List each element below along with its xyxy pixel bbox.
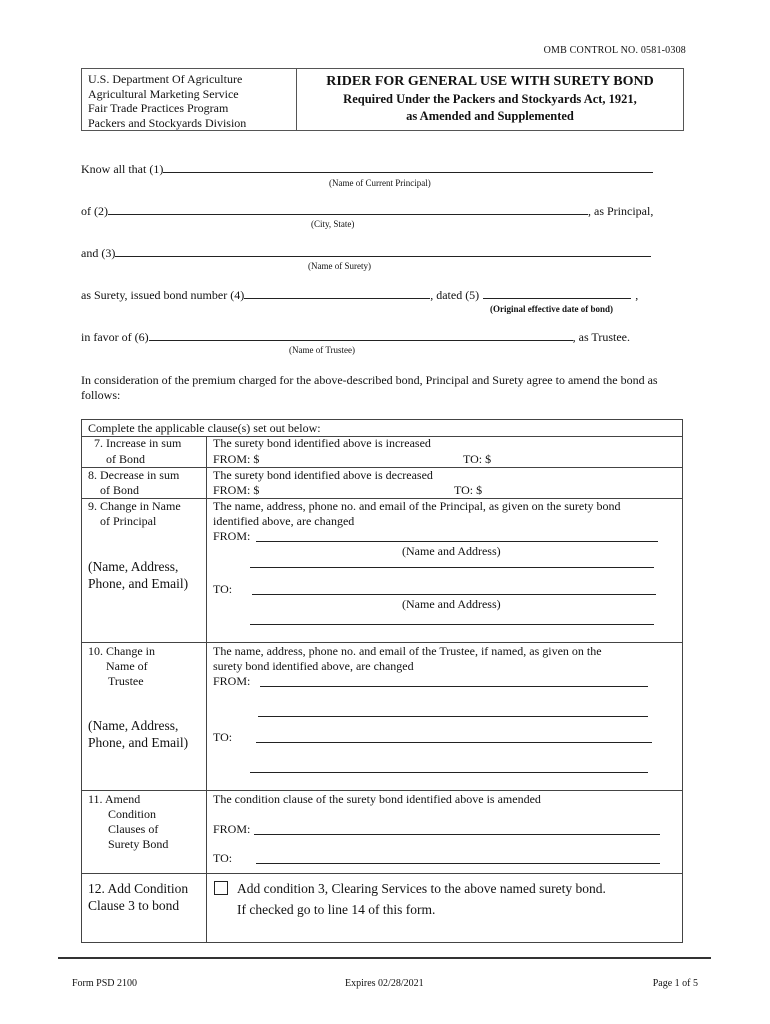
clause-9-from-label: FROM:: [213, 529, 251, 543]
clause-8-from[interactable]: FROM: $: [213, 483, 260, 497]
divider: [82, 642, 682, 643]
agency-line: Agricultural Marketing Service: [88, 86, 239, 101]
expiration-date: Expires 02/28/2021: [345, 978, 424, 989]
clause-12-text-2: If checked go to line 14 of this form.: [237, 902, 436, 917]
city-line: [81, 203, 653, 219]
clause-11-from-label: FROM:: [213, 822, 251, 836]
clause-11-label: 11. Amend: [88, 792, 141, 806]
page-number: Page 1 of 5: [652, 978, 698, 989]
clause-7-from[interactable]: FROM: $: [213, 452, 260, 466]
divider: [82, 873, 682, 874]
clause-8-to[interactable]: TO: $: [454, 483, 483, 497]
clause-10-label: 10. Change in: [88, 644, 155, 658]
bond-number-field[interactable]: [244, 287, 430, 299]
surety-label: and (3): [81, 246, 116, 260]
agency-block: [82, 69, 297, 130]
clause-7-to[interactable]: TO: $: [463, 452, 492, 466]
agency-line: Packers and Stockyards Division: [88, 115, 247, 130]
bond-line: [81, 287, 638, 303]
form-title: RIDER FOR GENERAL USE WITH SURETY BOND: [326, 74, 654, 89]
clause-12-text: Add condition 3, Clearing Services to the above named surety bond.: [237, 881, 606, 896]
clause-10-text-2: surety bond identified above, are changed: [213, 659, 414, 673]
bond-line-suffix: ,: [635, 288, 639, 302]
effective-date-caption: (Original effective date of bond): [490, 304, 613, 314]
clause-10-text: The name, address, phone no. and email of the Trustee, if named, as given on the: [213, 644, 602, 658]
surety-line: [81, 245, 651, 261]
form-subtitle: as Amended and Supplemented: [406, 109, 574, 123]
clause-10-side: (Name, Address,: [88, 718, 179, 733]
trustee-suffix: , as Trustee.: [572, 330, 630, 344]
city-state-field[interactable]: [108, 203, 588, 215]
clause-10-side-2: Phone, and Email): [88, 735, 189, 750]
trustee-caption: (Name of Trustee): [289, 345, 355, 355]
agency-line: U.S. Department Of Agriculture: [88, 72, 243, 86]
bond-number-label: as Surety, issued bond number (4): [81, 288, 245, 302]
title-block: [297, 69, 683, 130]
clause-11-text: The condition clause of the surety bond identified above is amended: [213, 792, 541, 806]
dated-label: , dated (5): [430, 288, 480, 302]
clause-11-label-3: Clauses of: [108, 822, 159, 836]
clause-11-label-4: Surety Bond: [108, 837, 169, 851]
principal-suffix: , as Principal,: [588, 204, 654, 218]
agency-line: Fair Trade Practices Program: [88, 101, 229, 115]
clause-9-to-label: TO:: [213, 582, 233, 596]
clause-9-label: 9. Change in Name: [88, 499, 181, 513]
clause-10-label-3: Trustee: [108, 674, 144, 688]
clause-9-text-2: identified above, are changed: [213, 514, 355, 528]
consideration-paragraph: In consideration of the premium charged for the above-described bond, Principal and Surety agree to amend the bond as follows:: [81, 373, 658, 402]
clause-12-label: 12. Add Condition: [88, 881, 189, 896]
clause-7-label: 7. Increase in sum: [94, 436, 182, 450]
principal-line: [81, 161, 653, 177]
clause-10-from-label: FROM:: [213, 674, 251, 688]
clause-8-text: The surety bond identified above is decreased: [213, 468, 433, 482]
footer-rule: [58, 957, 711, 959]
table-intro: Complete the applicable clause(s) set out below:: [88, 421, 321, 435]
trustee-label: in favor of (6): [81, 330, 149, 344]
omb-control-number: OMB CONTROL NO. 0581-0308: [543, 45, 686, 56]
clause-9-from-caption: (Name and Address): [402, 544, 501, 558]
clause-11-to-label: TO:: [213, 851, 233, 865]
surety-caption: (Name of Surety): [308, 261, 371, 271]
principal-name-field[interactable]: [163, 161, 653, 173]
clause-9-side: (Name, Address,: [88, 559, 179, 574]
clause-12-checkbox[interactable]: [214, 881, 228, 895]
clause-11-label-2: Condition: [108, 807, 157, 821]
clause-10-label-2: Name of: [106, 659, 148, 673]
form-subtitle: Required Under the Packers and Stockyards Act, 1921,: [343, 92, 637, 106]
clause-table: [81, 419, 683, 943]
clause-9-label-2: of Principal: [100, 514, 157, 528]
clause-12-label-2: Clause 3 to bond: [88, 898, 180, 913]
clause-9-from-field[interactable]: [256, 541, 658, 542]
city-label: of (2): [81, 204, 108, 218]
clause-9-from-field-2[interactable]: [250, 567, 654, 568]
surety-name-field[interactable]: [115, 245, 651, 257]
clause-9-text: The name, address, phone no. and email of the Principal, as given on the surety bond: [213, 499, 621, 513]
clause-9-side-2: Phone, and Email): [88, 576, 189, 591]
clause-10-to-label: TO:: [213, 730, 233, 744]
clause-8-label: 8. Decrease in sum: [88, 468, 180, 482]
clause-10-to-field[interactable]: [256, 742, 652, 743]
clause-11-to-field[interactable]: [256, 863, 660, 864]
column-divider: [206, 436, 207, 942]
clause-9-to-field-2[interactable]: [250, 624, 654, 625]
clause-8-label-2: of Bond: [100, 483, 139, 497]
clause-9-to-field[interactable]: [252, 594, 656, 595]
trustee-line: [81, 329, 630, 345]
clause-10-from-field[interactable]: [260, 686, 648, 687]
clause-11-from-field[interactable]: [254, 834, 660, 835]
form-number: Form PSD 2100: [72, 978, 138, 989]
form-header: [81, 68, 684, 131]
principal-caption: (Name of Current Principal): [329, 178, 431, 188]
clause-9-to-caption: (Name and Address): [402, 597, 501, 611]
divider: [82, 790, 682, 791]
principal-label: Know all that (1): [81, 162, 164, 176]
city-caption: (City, State): [311, 219, 355, 229]
clause-7-text: The surety bond identified above is increased: [213, 436, 431, 450]
effective-date-field[interactable]: [483, 287, 631, 299]
clause-10-to-field-2[interactable]: [250, 772, 648, 773]
clause-10-from-field-2[interactable]: [258, 716, 648, 717]
clause-7-label-2: of Bond: [106, 452, 145, 466]
trustee-name-field[interactable]: [149, 329, 573, 341]
